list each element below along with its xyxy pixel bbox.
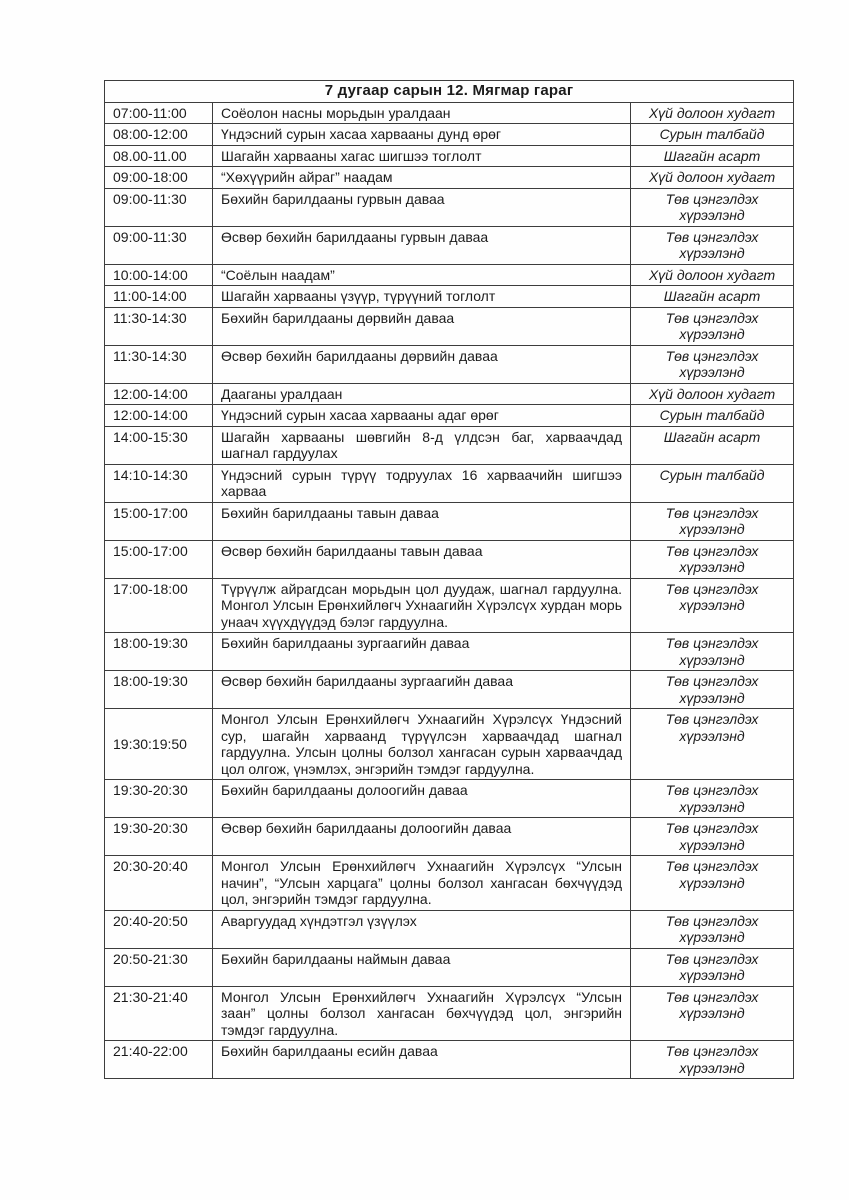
event-cell: Соёолон насны морьдын уралдаан [213, 102, 631, 124]
event-cell: Монгол Улсын Ерөнхийлөгч Ухнаагийн Хүрэлсүх Үндэсний сур, шагайн харваанд түрүүлсэн харваачдад шагнал гардуулна. Улсын цолны болзол хангасан сурын харваачдад цол олгож, үнэмлэх, энгэрийн тэмдэг гардуулна. [213, 709, 631, 780]
table-row [105, 910, 794, 948]
location-cell: Хүй долоон худагт [631, 264, 794, 286]
time-cell: 15:00-17:00 [105, 502, 213, 540]
event-cell: Бөхийн барилдааны наймын даваа [213, 948, 631, 986]
time-cell: 09:00-11:30 [105, 226, 213, 264]
location-cell: Сурын талбайд [631, 124, 794, 146]
event-cell: Үндэсний сурын хасаа харвааны адаг өрөг [213, 405, 631, 427]
table-row [105, 671, 794, 709]
schedule-table [104, 80, 794, 1079]
event-cell: Бөхийн барилдааны дөрвийн даваа [213, 307, 631, 345]
time-cell: 19:30-20:30 [105, 780, 213, 818]
event-cell: Үндэсний сурын хасаа харвааны дунд өрөг [213, 124, 631, 146]
time-cell: 12:00-14:00 [105, 405, 213, 427]
table-row [105, 856, 794, 911]
time-cell: 12:00-14:00 [105, 383, 213, 405]
table-row [105, 502, 794, 540]
event-cell: Өсвөр бөхийн барилдааны зургаагийн даваа [213, 671, 631, 709]
table-row [105, 145, 794, 167]
location-cell: Шагайн асарт [631, 145, 794, 167]
time-cell: 14:00-15:30 [105, 426, 213, 464]
table-row [105, 578, 794, 633]
location-cell: Төв цэнгэлдэх хүрээлэнд [631, 1041, 794, 1079]
location-cell: Төв цэнгэлдэх хүрээлэнд [631, 948, 794, 986]
table-row [105, 307, 794, 345]
time-cell: 20:50-21:30 [105, 948, 213, 986]
table-row [105, 780, 794, 818]
table-row [105, 102, 794, 124]
table-row [105, 709, 794, 780]
event-cell: Монгол Улсын Ерөнхийлөгч Ухнаагийн Хүрэлсүх “Улсын начин”, “Улсын харцага” цолны болзол хангасан бөхчүүдэд цол, энгэрийн тэмдэг гардуулна. [213, 856, 631, 911]
location-cell: Шагайн асарт [631, 426, 794, 464]
location-cell: Төв цэнгэлдэх хүрээлэнд [631, 345, 794, 383]
table-row [105, 633, 794, 671]
event-cell: “Соёлын наадам” [213, 264, 631, 286]
location-cell: Хүй долоон худагт [631, 167, 794, 189]
location-cell: Сурын талбайд [631, 405, 794, 427]
time-cell: 18:00-19:30 [105, 633, 213, 671]
event-cell: Бөхийн барилдааны есийн даваа [213, 1041, 631, 1079]
table-row [105, 226, 794, 264]
time-cell: 11:30-14:30 [105, 307, 213, 345]
location-cell: Төв цэнгэлдэх хүрээлэнд [631, 540, 794, 578]
time-cell: 07:00-11:00 [105, 102, 213, 124]
event-cell: Дааганы уралдаан [213, 383, 631, 405]
event-cell: Бөхийн барилдааны гурвын даваа [213, 188, 631, 226]
event-cell: Үндэсний сурын түрүү тодруулах 16 харваачийн шигшээ харваа [213, 464, 631, 502]
event-cell: Шагайн харвааны хагас шигшээ тоглолт [213, 145, 631, 167]
time-cell: 20:30-20:40 [105, 856, 213, 911]
table-row [105, 540, 794, 578]
location-cell: Төв цэнгэлдэх хүрээлэнд [631, 307, 794, 345]
table-row [105, 383, 794, 405]
event-cell: Түрүүлж айрагдсан морьдын цол дуудаж, шагнал гардуулна. Монгол Улсын Ерөнхийлөгч Ухнаагийн Хүрэлсүх хурдан морь унаач хүүхдүүдэд бэлэг гардуулна. [213, 578, 631, 633]
table-row [105, 986, 794, 1041]
location-cell: Төв цэнгэлдэх хүрээлэнд [631, 502, 794, 540]
event-cell: Өсвөр бөхийн барилдааны тавын даваа [213, 540, 631, 578]
time-cell: 19:30:19:50 [105, 709, 213, 780]
event-cell: Бөхийн барилдааны тавын даваа [213, 502, 631, 540]
time-cell: 19:30-20:30 [105, 818, 213, 856]
time-cell: 14:10-14:30 [105, 464, 213, 502]
location-cell: Төв цэнгэлдэх хүрээлэнд [631, 986, 794, 1041]
location-cell: Төв цэнгэлдэх хүрээлэнд [631, 633, 794, 671]
location-cell: Төв цэнгэлдэх хүрээлэнд [631, 910, 794, 948]
event-cell: Аваргуудад хүндэтгэл үзүүлэх [213, 910, 631, 948]
location-cell: Төв цэнгэлдэх хүрээлэнд [631, 578, 794, 633]
event-cell: Өсвөр бөхийн барилдааны гурвын даваа [213, 226, 631, 264]
event-cell: Бөхийн барилдааны долоогийн даваа [213, 780, 631, 818]
location-cell: Төв цэнгэлдэх хүрээлэнд [631, 671, 794, 709]
time-cell: 21:30-21:40 [105, 986, 213, 1041]
page-title: 7 дугаар сарын 12. Мягмар гараг [105, 81, 794, 103]
table-row [105, 345, 794, 383]
event-cell: Шагайн харвааны үзүүр, түрүүний тоглолт [213, 286, 631, 308]
time-cell: 11:30-14:30 [105, 345, 213, 383]
event-cell: Бөхийн барилдааны зургаагийн даваа [213, 633, 631, 671]
table-row [105, 286, 794, 308]
location-cell: Төв цэнгэлдэх хүрээлэнд [631, 818, 794, 856]
table-row [105, 464, 794, 502]
time-cell: 09:00-18:00 [105, 167, 213, 189]
time-cell: 11:00-14:00 [105, 286, 213, 308]
time-cell: 21:40-22:00 [105, 1041, 213, 1079]
table-row [105, 405, 794, 427]
table-row [105, 264, 794, 286]
location-cell: Төв цэнгэлдэх хүрээлэнд [631, 226, 794, 264]
time-cell: 15:00-17:00 [105, 540, 213, 578]
event-cell: Өсвөр бөхийн барилдааны долоогийн даваа [213, 818, 631, 856]
location-cell: Хүй долоон худагт [631, 383, 794, 405]
time-cell: 08.00-11.00 [105, 145, 213, 167]
table-row [105, 124, 794, 146]
table-row [105, 1041, 794, 1079]
event-cell: Өсвөр бөхийн барилдааны дөрвийн даваа [213, 345, 631, 383]
table-row [105, 188, 794, 226]
location-cell: Төв цэнгэлдэх хүрээлэнд [631, 709, 794, 780]
location-cell: Төв цэнгэлдэх хүрээлэнд [631, 780, 794, 818]
time-cell: 08:00-12:00 [105, 124, 213, 146]
time-cell: 20:40-20:50 [105, 910, 213, 948]
title-row [105, 81, 794, 103]
time-cell: 09:00-11:30 [105, 188, 213, 226]
time-cell: 18:00-19:30 [105, 671, 213, 709]
location-cell: Төв цэнгэлдэх хүрээлэнд [631, 188, 794, 226]
location-cell: Төв цэнгэлдэх хүрээлэнд [631, 856, 794, 911]
table-row [105, 948, 794, 986]
location-cell: Шагайн асарт [631, 286, 794, 308]
time-cell: 17:00-18:00 [105, 578, 213, 633]
event-cell: “Хөхүүрийн айраг” наадам [213, 167, 631, 189]
location-cell: Хүй долоон худагт [631, 102, 794, 124]
time-cell: 10:00-14:00 [105, 264, 213, 286]
location-cell: Сурын талбайд [631, 464, 794, 502]
event-cell: Монгол Улсын Ерөнхийлөгч Ухнаагийн Хүрэлсүх “Улсын заан” цолны болзол хангасан бөхчүүдэд цол, энгэрийн тэмдэг гардуулна. [213, 986, 631, 1041]
table-row [105, 426, 794, 464]
table-row [105, 167, 794, 189]
event-cell: Шагайн харвааны шөвгийн 8-д үлдсэн баг, харваачдад шагнал гардуулах [213, 426, 631, 464]
table-row [105, 818, 794, 856]
